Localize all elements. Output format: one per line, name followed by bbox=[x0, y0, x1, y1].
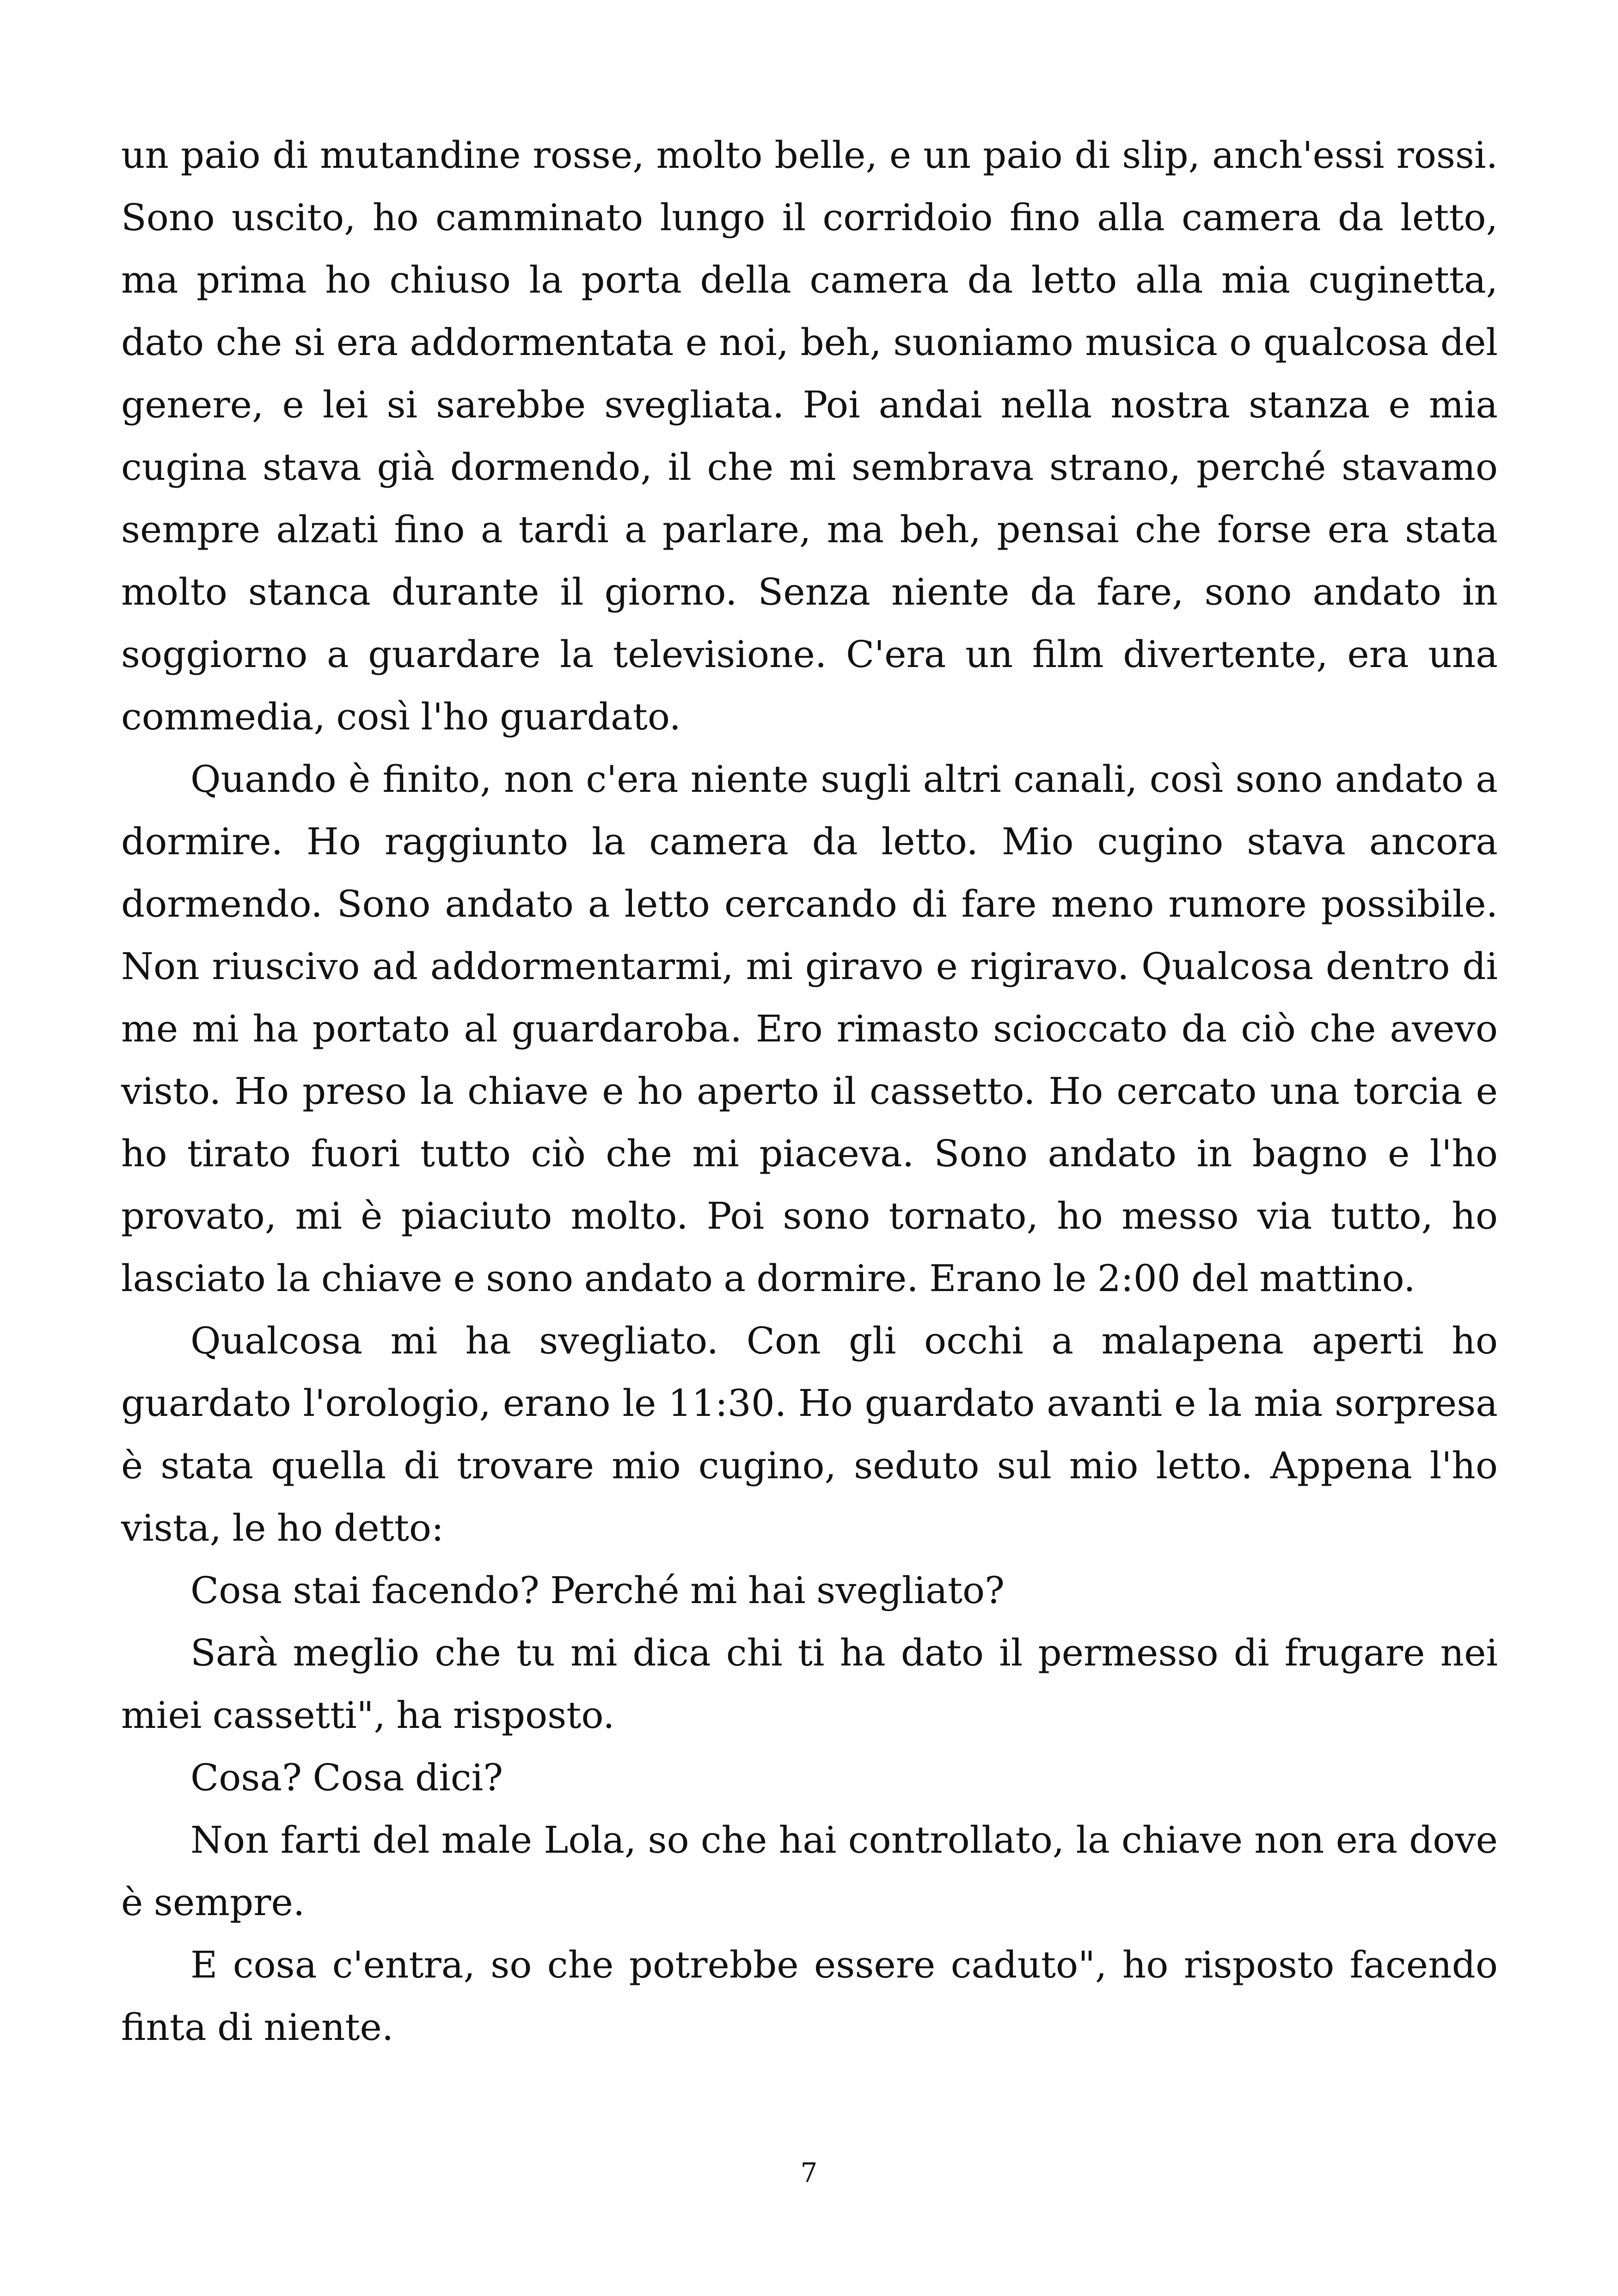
paragraph: Quando è finito, non c'era niente sugli altri canali, così sono andato a dormire. Ho raggiunto la camera da letto. Mio cugino stava ancora dormendo. Sono andato a letto cercando di fare meno rumore possibile. Non riuscivo ad addormentarmi, mi giravo e rigiravo. Qualcosa dentro di me mi ha portato al guardaroba. Ero rimasto scioccato da ciò che avevo visto. Ho preso la chiave e ho aperto il cassetto. Ho cercato una torcia e ho tirato fuori tutto ciò che mi piaceva. Sono andato in bagno e l'ho provato, mi è piaciuto molto. Poi sono tornato, ho messo via tutto, ho lasciato la chiave e sono andato a dormire. Erano le 2:00 del mattino. bbox=[121, 758, 1498, 1300]
dialogue-line: Non farti del male Lola, so che hai controllato, la chiave non era dove è sempre. bbox=[121, 1818, 1498, 1924]
paragraph: Qualcosa mi ha svegliato. Con gli occhi a malapena aperti ho guardato l'orologio, erano le 11:30. Ho guardato avanti e la mia sorpresa è stata quella di trovare mio cugino, seduto sul mio letto. Appena l'ho vista, le ho detto: bbox=[121, 1319, 1498, 1549]
page-number: 7 bbox=[800, 2157, 818, 2188]
paragraph: un paio di mutandine rosse, molto belle, e un paio di slip, anch'essi rossi. Sono uscito, ho camminato lungo il corridoio fino alla camera da letto, ma prima ho chiuso la porta della camera da letto alla mia cuginetta, dato che si era addormentata e noi, beh, suoniamo musica o qualcosa del genere, e lei si sarebbe svegliata. Poi andai nella nostra stanza e mia cugina stava già dormendo, il che mi sembrava strano, perché stavamo sempre alzati fino a tardi a parlare, ma beh, pensai che forse era stata molto stanca durante il giorno. Senza niente da fare, sono andato in soggiorno a guardare la televisione. C'era un film divertente, era una commedia, così l'ho guardato. bbox=[121, 134, 1498, 738]
dialogue-line: Sarà meglio che tu mi dica chi ti ha dato il permesso di frugare nei miei cassetti", ha risposto. bbox=[121, 1631, 1498, 1737]
dialogue-line: E cosa c'entra, so che potrebbe essere caduto", ho risposto facendo finta di niente. bbox=[121, 1943, 1498, 2049]
dialogue-line: Cosa? Cosa dici? bbox=[190, 1756, 503, 1799]
page-body bbox=[121, 124, 1498, 2058]
dialogue-line: Cosa stai facendo? Perché mi hai svegliato? bbox=[190, 1569, 1005, 1612]
